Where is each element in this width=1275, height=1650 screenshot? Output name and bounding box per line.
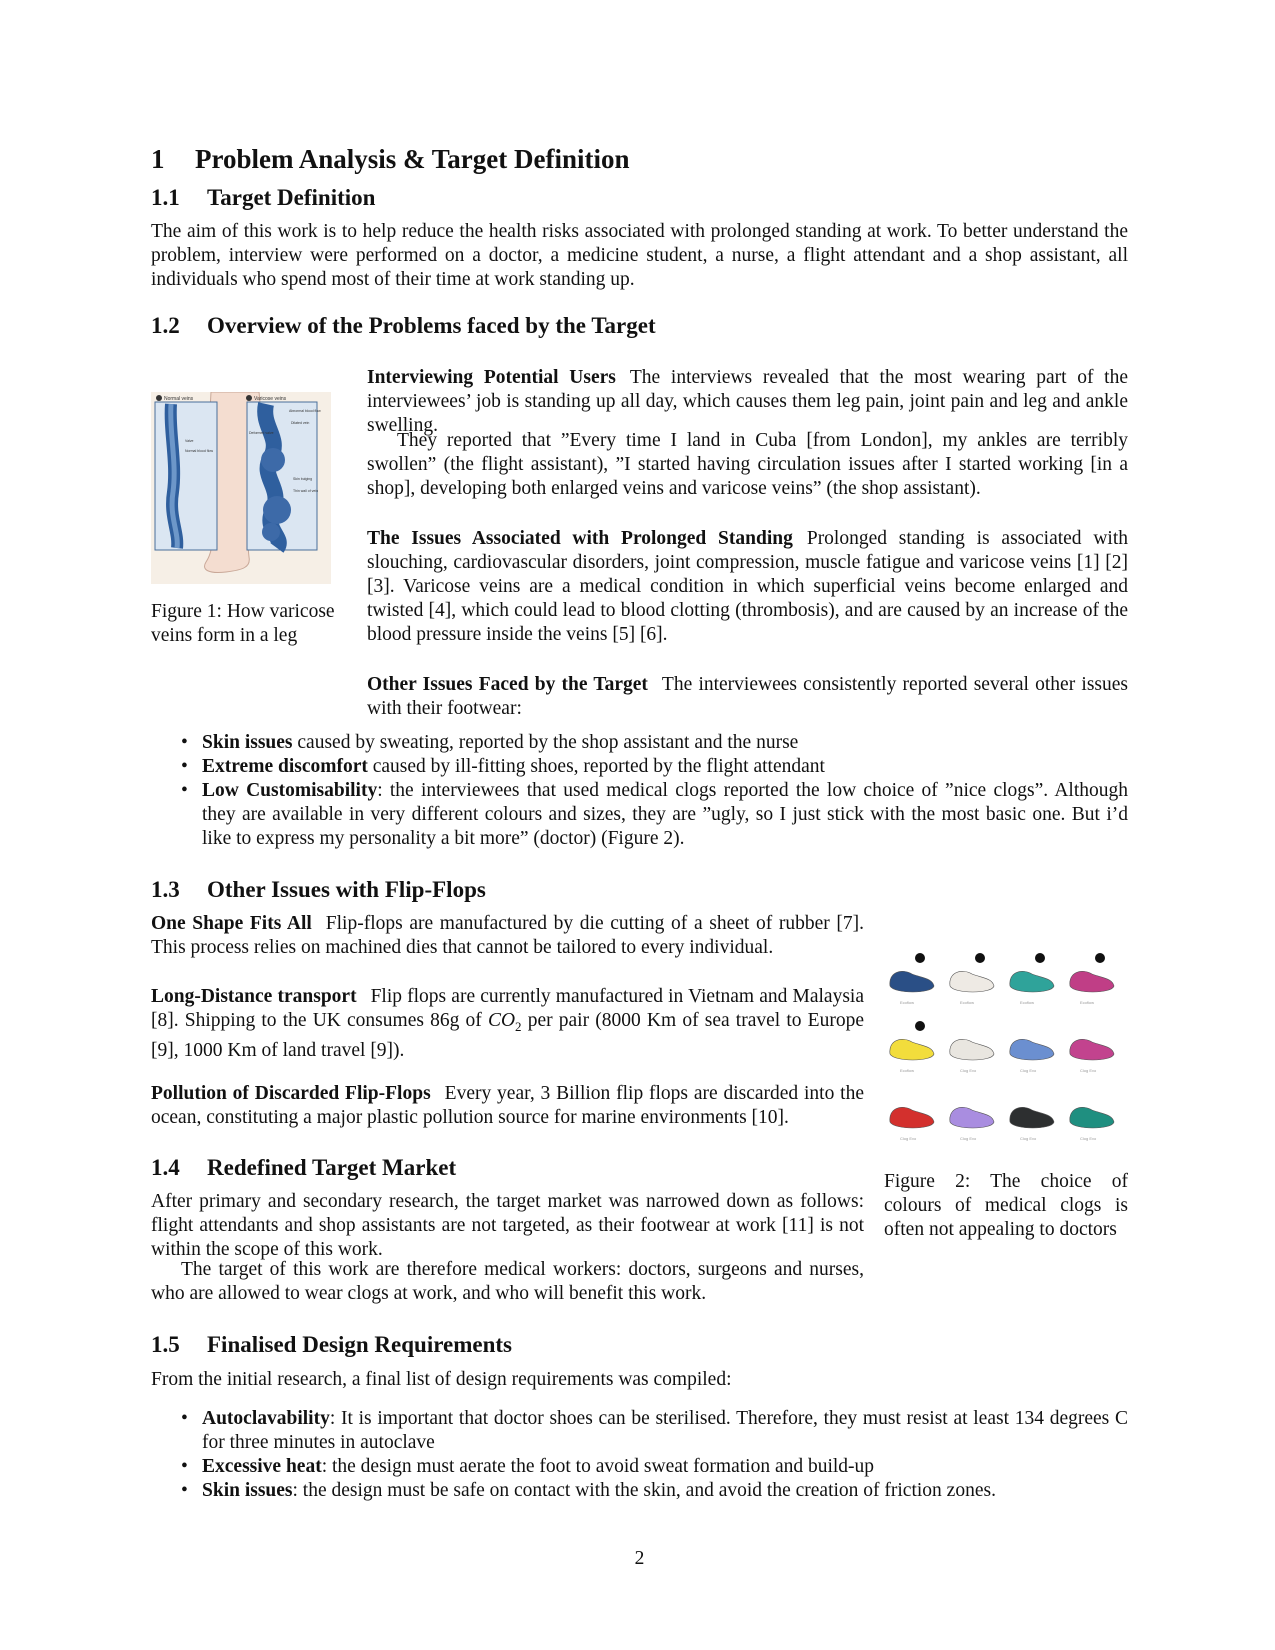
clogs-color-chart: [884, 940, 1124, 1152]
figure1-label-skin-bulge: Skin bulging: [293, 477, 313, 481]
one-shape-text: Flip-flops are manufactured by die cutting of a sheet of rubber [7]. This process relies on machined dies that cannot be tailored to every individual.: [151, 913, 864, 958]
footwear-issues-list: [151, 731, 1128, 851]
other-issues-heading: Other Issues Faced by the Target: [367, 674, 648, 695]
subsection-title: Overview of the Problems faced by the Target: [207, 313, 656, 338]
list-item-text: : the design must aerate the foot to avoid sweat formation and build-up: [321, 1456, 875, 1477]
figure1-label-varicose: Varicose veins: [254, 396, 287, 402]
other-issues-paragraph: [367, 673, 1128, 721]
list-item-head: Excessive heat: [202, 1456, 322, 1477]
other-issues-text: The interviewees consistently reported several other issues with their footwear:: [367, 674, 1128, 719]
figure1-label-abnormal-flow: Abnormal blood flow: [289, 409, 321, 413]
list-item: [151, 755, 1128, 779]
list-item-text: caused by ill-fitting shoes, reported by the flight attendant: [367, 756, 825, 777]
subsection-number: 1.4: [151, 1155, 180, 1180]
varicose-veins-illustration: [151, 392, 331, 584]
clog-label: Clog Evo: [1080, 1136, 1097, 1141]
new-badge-icon: [915, 953, 925, 963]
figure-1-caption: Figure 1: How varicose veins form in a leg: [151, 601, 335, 646]
one-shape-paragraph: [151, 912, 864, 960]
list-item-head: Skin issues: [202, 1480, 293, 1501]
transport-heading: Long-Distance transport: [151, 986, 357, 1007]
subsection-heading-1-3: [151, 877, 486, 903]
figure-2-clogs-grid: [884, 940, 1124, 1152]
clog-label: Ecoflow: [900, 1068, 915, 1073]
new-badge-icon: [1035, 953, 1045, 963]
subsection-number: 1.2: [151, 313, 180, 338]
clog-label: Clog Evo: [900, 1136, 917, 1141]
interviewing-users-text: The interviews revealed that the most wearing part of the interviewees’ job is standing up all day, which causes them leg pain, joint pain and leg and ankle swelling.: [367, 367, 1128, 436]
clog-label: Clog Evo: [960, 1136, 977, 1141]
section-heading: [151, 144, 630, 175]
new-badge-icon: [975, 953, 985, 963]
subsection-heading-1-5: [151, 1332, 512, 1358]
subsection-number: 1.1: [151, 185, 180, 210]
clog-label: Clog Evo: [1080, 1068, 1097, 1073]
list-item-text: : the interviewees that used medical clogs reported the low choice of ”nice clogs”. Although they are available in very different colours and sizes, they are ”ugly, so I just stick with the most basic one. But i’d like to express my personality a bit more” (doctor) (Figure 2).: [202, 780, 1128, 849]
list-item-text: : It is important that doctor shoes can be sterilised. Therefore, they must resist at least 134 degrees C for three minutes in autoclave: [202, 1408, 1128, 1453]
section-number: 1: [151, 144, 165, 174]
list-item-head: Extreme discomfort: [202, 756, 368, 777]
transport-text-a: Flip flops are currently manufactured in Vietnam and Malaysia [8]. Shipping to the UK consumes 86g of: [151, 986, 864, 1031]
clog-label: Clog Evo: [960, 1068, 977, 1073]
prolonged-standing-heading: The Issues Associated with Prolonged Standing: [367, 528, 793, 549]
target-market-paragraph: After primary and secondary research, the target market was narrowed down as follows: flight attendants and shop assistants are not targeted, as their footwear at work [11] is not within the scope of this work.: [151, 1191, 864, 1260]
figure1-label-thin-wall: Thin wall of vein: [293, 489, 319, 493]
pollution-heading: Pollution of Discarded Flip-Flops: [151, 1083, 431, 1104]
figure1-label-valve: Valve: [185, 439, 194, 443]
list-item-text: : the design must be safe on contact with the skin, and avoid the creation of friction zones.: [292, 1480, 996, 1501]
list-item: [151, 1479, 1128, 1503]
subsection-number: 1.3: [151, 877, 180, 902]
transport-text-b: per pair (8000 Km of sea travel to Europe [9], 1000 Km of land travel [9]).: [151, 1010, 864, 1061]
subsection-heading-1-2: [151, 313, 656, 339]
list-item: [151, 1407, 1128, 1455]
subsection-title: Redefined Target Market: [207, 1155, 457, 1180]
subsection-title: Target Definition: [207, 185, 376, 210]
figure-2-caption: Figure 2: The choice of colours of medical clogs is often not appealing to doctors: [884, 1171, 1128, 1240]
co2-subscript: 2: [515, 1018, 522, 1034]
clog-label: Ecoflow: [1020, 1000, 1035, 1005]
interviewing-users-heading: Interviewing Potential Users: [367, 367, 616, 388]
figure1-label-normal-flow: Normal blood flow: [185, 449, 214, 453]
prolonged-standing-text: Prolonged standing is associated with slouching, cardiovascular disorders, joint compression, muscle fatigue and varicose veins [1] [2] [3]. Varicose veins are a medical condition in which superficial veins become enlarged and twisted [4], which could lead to blood clotting (thrombosis), and are caused by an increase of the blood pressure inside the veins [5] [6].: [367, 528, 1128, 645]
clog-label: Clog Evo: [1020, 1136, 1037, 1141]
figure1-label-dilated: Dilated vein: [291, 421, 310, 425]
subsection-heading-1-1: [151, 185, 375, 211]
list-item-text: caused by sweating, reported by the shop assistant and the nurse: [292, 732, 799, 753]
interviewing-users-paragraph: [367, 366, 1128, 438]
requirements-intro: From the initial research, a final list of design requirements was compiled:: [151, 1369, 732, 1390]
design-requirements-list: [151, 1407, 1128, 1503]
new-badge-icon: [1095, 953, 1105, 963]
pollution-text: Every year, 3 Billion flip flops are discarded into the ocean, constituting a major plastic pollution source for marine environments [10].: [151, 1083, 864, 1128]
subsection-number: 1.5: [151, 1332, 180, 1357]
list-item: [151, 779, 1128, 851]
list-item-head: Low Customisability: [202, 780, 378, 801]
figure-1-varicose-veins: [151, 392, 331, 584]
clog-label: Ecoflow: [1080, 1000, 1095, 1005]
subsection-title: Finalised Design Requirements: [207, 1332, 512, 1357]
subsection-title: Other Issues with Flip-Flops: [207, 877, 486, 902]
transport-paragraph: [151, 985, 864, 1063]
subsection-heading-1-4: [151, 1155, 456, 1181]
clog-label: Ecoflow: [960, 1000, 975, 1005]
pollution-paragraph: [151, 1082, 864, 1130]
new-badge-icon: [915, 1021, 925, 1031]
clog-label: Ecoflow: [900, 1000, 915, 1005]
clog-label: Clog Evo: [1020, 1068, 1037, 1073]
co2-formula: CO: [487, 1010, 516, 1031]
interview-quotes-paragraph: They reported that ”Every time I land in Cuba [from London], my ankles are terribly swollen” (the flight assistant), ”I started having circulation issues after I started working [in a shop], developing both enlarged veins and varicose veins” (the shop assistant).: [367, 430, 1128, 499]
list-item-head: Autoclavability: [202, 1408, 330, 1429]
page-number: 2: [634, 1548, 645, 1569]
one-shape-heading: One Shape Fits All: [151, 913, 312, 934]
list-item: [151, 731, 1128, 755]
target-definition-paragraph: The aim of this work is to help reduce the health risks associated with prolonged standing at work. To better understand the problem, interview were performed on a doctor, a medicine student, a nurse, a flight attendant and a shop assistant, all individuals who spend most of their time at work standing up.: [151, 221, 1128, 290]
figure1-label-deformed: Deformed valve: [249, 431, 274, 435]
list-item-head: Skin issues: [202, 732, 293, 753]
section-title: Problem Analysis & Target Definition: [195, 144, 630, 174]
prolonged-standing-paragraph: [367, 527, 1128, 647]
target-market-paragraph-2: The target of this work are therefore medical workers: doctors, surgeons and nurses, who are allowed to wear clogs at work, and who will benefit this work.: [151, 1259, 864, 1304]
list-item: [151, 1455, 1128, 1479]
figure1-label-normal: Normal veins: [164, 396, 194, 402]
